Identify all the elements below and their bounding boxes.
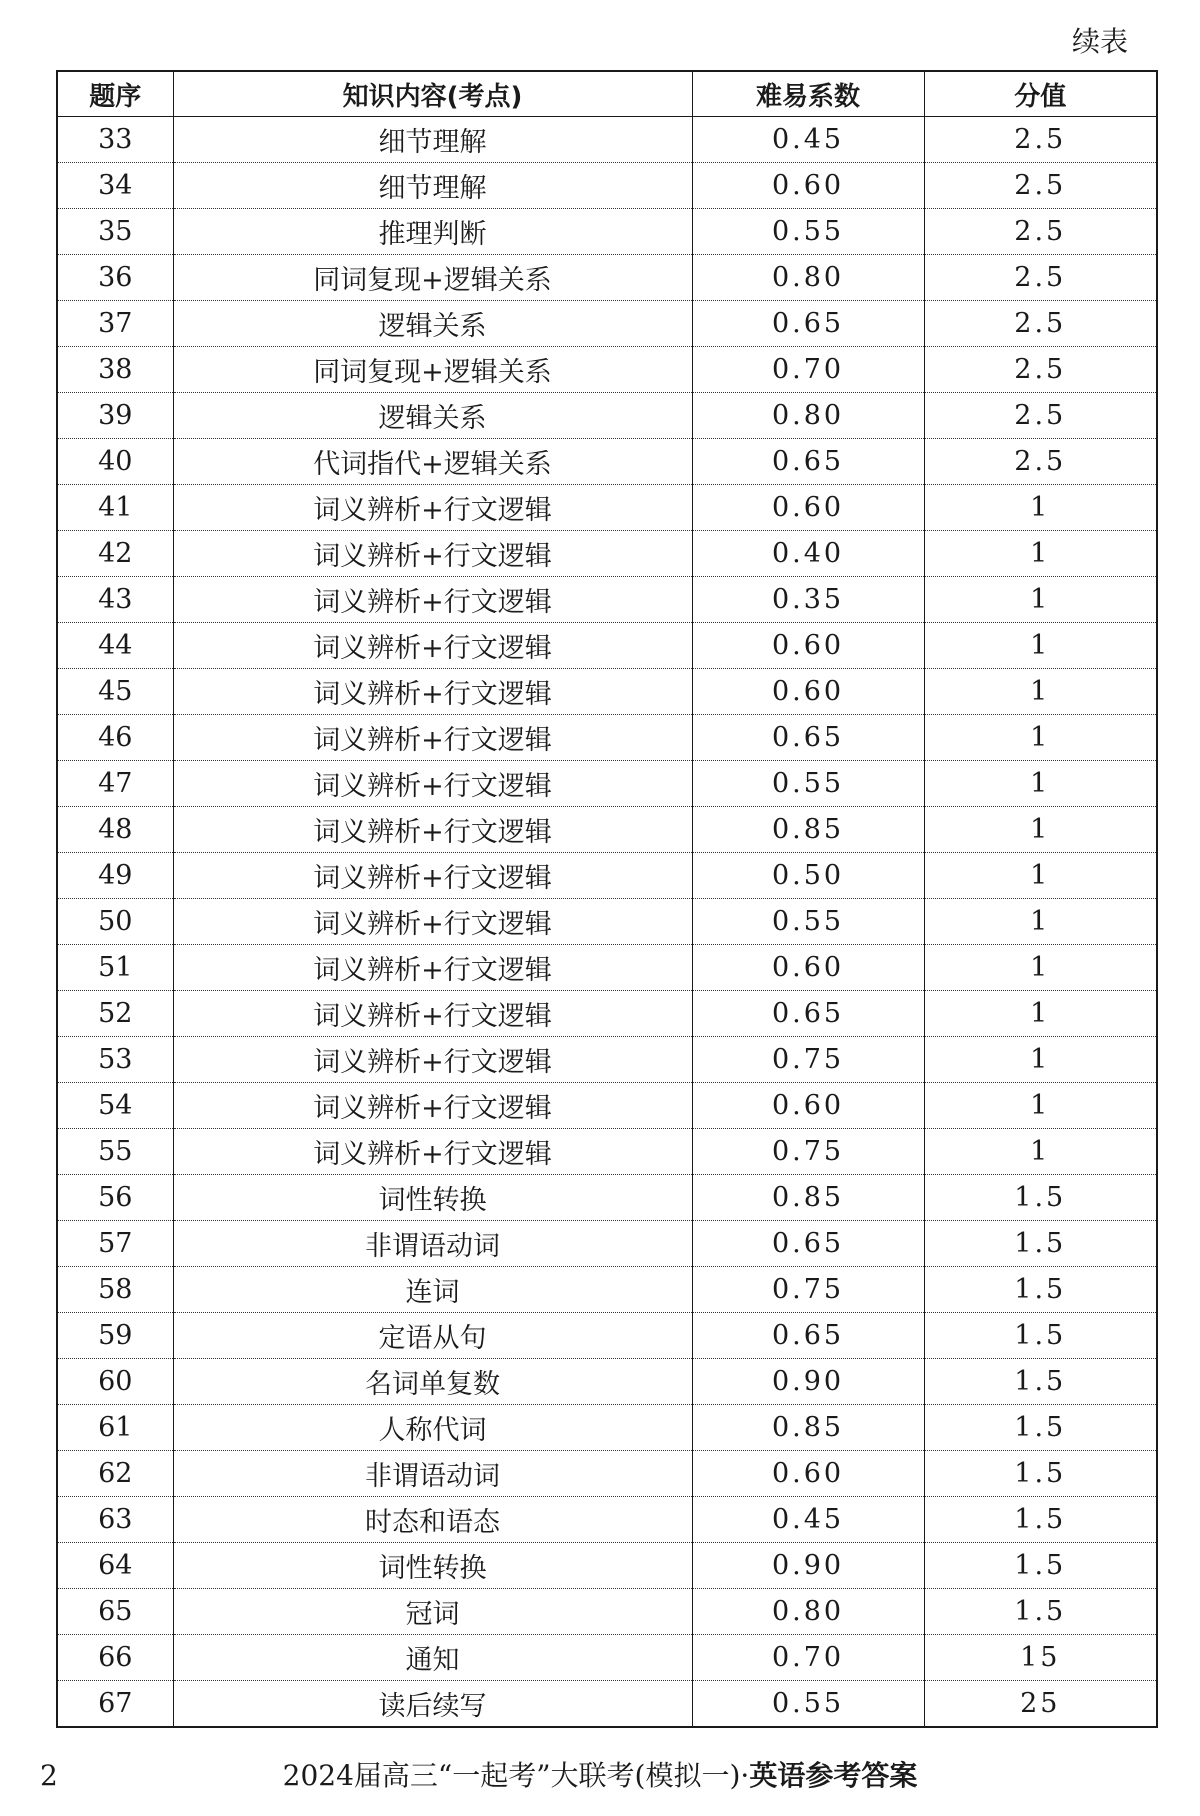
cell-score: 1: [924, 623, 1157, 669]
cell-difficulty: 0.65: [692, 715, 924, 761]
cell-knowledge-content: 词义辨析+行文逻辑: [173, 761, 692, 807]
cell-difficulty: 0.90: [692, 1543, 924, 1589]
table-row: [57, 623, 1157, 669]
table-row: [57, 393, 1157, 439]
cell-question-number: 50: [57, 899, 173, 945]
cell-question-number: 45: [57, 669, 173, 715]
cell-question-number: 54: [57, 1083, 173, 1129]
cell-score: 1.5: [924, 1221, 1157, 1267]
cell-score: 1: [924, 669, 1157, 715]
cell-difficulty: 0.55: [692, 899, 924, 945]
cell-score: 2.5: [924, 163, 1157, 209]
cell-difficulty: 0.90: [692, 1359, 924, 1405]
cell-question-number: 60: [57, 1359, 173, 1405]
cell-question-number: 53: [57, 1037, 173, 1083]
cell-question-number: 64: [57, 1543, 173, 1589]
cell-difficulty: 0.65: [692, 439, 924, 485]
cell-knowledge-content: 代词指代+逻辑关系: [173, 439, 692, 485]
cell-difficulty: 0.65: [692, 1313, 924, 1359]
cell-difficulty: 0.60: [692, 163, 924, 209]
cell-knowledge-content: 词义辨析+行文逻辑: [173, 1083, 692, 1129]
cell-question-number: 49: [57, 853, 173, 899]
cell-question-number: 33: [57, 117, 173, 163]
footer-title-subject: 英语参考答案: [749, 1759, 918, 1792]
cell-question-number: 52: [57, 991, 173, 1037]
table-row: [57, 1681, 1157, 1728]
table-row: [57, 807, 1157, 853]
table-row: [57, 1543, 1157, 1589]
cell-difficulty: 0.85: [692, 1405, 924, 1451]
cell-score: 2.5: [924, 209, 1157, 255]
cell-knowledge-content: 词义辨析+行文逻辑: [173, 715, 692, 761]
cell-question-number: 41: [57, 485, 173, 531]
cell-knowledge-content: 词义辨析+行文逻辑: [173, 807, 692, 853]
cell-score: 1: [924, 899, 1157, 945]
cell-question-number: 36: [57, 255, 173, 301]
table-row: [57, 439, 1157, 485]
cell-knowledge-content: 词义辨析+行文逻辑: [173, 899, 692, 945]
cell-question-number: 66: [57, 1635, 173, 1681]
cell-knowledge-content: 词义辨析+行文逻辑: [173, 945, 692, 991]
cell-difficulty: 0.60: [692, 623, 924, 669]
cell-question-number: 61: [57, 1405, 173, 1451]
cell-score: 1: [924, 807, 1157, 853]
cell-question-number: 43: [57, 577, 173, 623]
cell-question-number: 39: [57, 393, 173, 439]
continued-label: 续表: [1071, 25, 1128, 58]
table-row: [57, 853, 1157, 899]
table-row: [57, 531, 1157, 577]
cell-knowledge-content: 冠词: [173, 1589, 692, 1635]
table-row: [57, 1083, 1157, 1129]
cell-score: 1: [924, 715, 1157, 761]
cell-difficulty: 0.65: [692, 1221, 924, 1267]
cell-difficulty: 0.80: [692, 393, 924, 439]
cell-question-number: 42: [57, 531, 173, 577]
table-row: [57, 1267, 1157, 1313]
cell-score: 2.5: [924, 117, 1157, 163]
cell-knowledge-content: 同词复现+逻辑关系: [173, 255, 692, 301]
table-row: [57, 255, 1157, 301]
cell-difficulty: 0.80: [692, 255, 924, 301]
header-knowledge-content: 知识内容(考点): [173, 71, 692, 117]
cell-knowledge-content: 非谓语动词: [173, 1221, 692, 1267]
cell-score: 1: [924, 577, 1157, 623]
table-row: [57, 1129, 1157, 1175]
cell-difficulty: 0.55: [692, 1681, 924, 1728]
table-row: [57, 1497, 1157, 1543]
cell-question-number: 59: [57, 1313, 173, 1359]
table-row: [57, 577, 1157, 623]
cell-question-number: 35: [57, 209, 173, 255]
cell-question-number: 48: [57, 807, 173, 853]
cell-knowledge-content: 词性转换: [173, 1175, 692, 1221]
cell-knowledge-content: 词义辨析+行文逻辑: [173, 1037, 692, 1083]
cell-question-number: 67: [57, 1681, 173, 1728]
cell-knowledge-content: 细节理解: [173, 117, 692, 163]
cell-difficulty: 0.75: [692, 1037, 924, 1083]
score-table: [56, 70, 1158, 1728]
cell-difficulty: 0.55: [692, 761, 924, 807]
cell-difficulty: 0.65: [692, 301, 924, 347]
cell-difficulty: 0.65: [692, 991, 924, 1037]
table-row: [57, 669, 1157, 715]
cell-question-number: 62: [57, 1451, 173, 1497]
cell-difficulty: 0.80: [692, 1589, 924, 1635]
table-row: [57, 1451, 1157, 1497]
cell-difficulty: 0.60: [692, 1451, 924, 1497]
cell-difficulty: 0.55: [692, 209, 924, 255]
cell-knowledge-content: 词义辨析+行文逻辑: [173, 531, 692, 577]
cell-difficulty: 0.60: [692, 485, 924, 531]
cell-score: 1.5: [924, 1359, 1157, 1405]
cell-score: 1: [924, 761, 1157, 807]
cell-knowledge-content: 推理判断: [173, 209, 692, 255]
table-body: [57, 117, 1157, 1728]
cell-difficulty: 0.85: [692, 807, 924, 853]
cell-knowledge-content: 词义辨析+行文逻辑: [173, 853, 692, 899]
header-question-number: 题序: [57, 71, 173, 117]
cell-difficulty: 0.60: [692, 669, 924, 715]
table-row: [57, 1313, 1157, 1359]
cell-knowledge-content: 词义辨析+行文逻辑: [173, 991, 692, 1037]
cell-score: 1: [924, 945, 1157, 991]
table-row: [57, 301, 1157, 347]
cell-knowledge-content: 读后续写: [173, 1681, 692, 1728]
page-number: 2: [40, 1759, 58, 1792]
cell-difficulty: 0.85: [692, 1175, 924, 1221]
cell-question-number: 40: [57, 439, 173, 485]
cell-score: 1.5: [924, 1589, 1157, 1635]
cell-knowledge-content: 非谓语动词: [173, 1451, 692, 1497]
cell-difficulty: 0.60: [692, 1083, 924, 1129]
table-row: [57, 485, 1157, 531]
cell-score: 1.5: [924, 1175, 1157, 1221]
footer-title: [0, 1758, 1200, 1794]
cell-difficulty: 0.35: [692, 577, 924, 623]
cell-score: 1.5: [924, 1267, 1157, 1313]
cell-knowledge-content: 词性转换: [173, 1543, 692, 1589]
cell-knowledge-content: 通知: [173, 1635, 692, 1681]
cell-difficulty: 0.70: [692, 347, 924, 393]
cell-score: 15: [924, 1635, 1157, 1681]
table-row: [57, 715, 1157, 761]
table-row: [57, 1175, 1157, 1221]
cell-score: 2.5: [924, 347, 1157, 393]
cell-difficulty: 0.75: [692, 1267, 924, 1313]
table-row: [57, 945, 1157, 991]
footer-title-main: 2024届高三“一起考”大联考(模拟一)·: [282, 1759, 750, 1792]
table-row: [57, 899, 1157, 945]
cell-score: 2.5: [924, 255, 1157, 301]
cell-knowledge-content: 连词: [173, 1267, 692, 1313]
cell-score: 1: [924, 1083, 1157, 1129]
table-row: [57, 1359, 1157, 1405]
cell-question-number: 34: [57, 163, 173, 209]
cell-score: 1: [924, 853, 1157, 899]
cell-knowledge-content: 逻辑关系: [173, 393, 692, 439]
table-header-row: [57, 71, 1157, 117]
cell-question-number: 65: [57, 1589, 173, 1635]
cell-knowledge-content: 词义辨析+行文逻辑: [173, 623, 692, 669]
cell-question-number: 38: [57, 347, 173, 393]
cell-question-number: 46: [57, 715, 173, 761]
cell-question-number: 55: [57, 1129, 173, 1175]
cell-score: 1.5: [924, 1451, 1157, 1497]
cell-knowledge-content: 词义辨析+行文逻辑: [173, 485, 692, 531]
cell-question-number: 44: [57, 623, 173, 669]
cell-knowledge-content: 逻辑关系: [173, 301, 692, 347]
table-row: [57, 1221, 1157, 1267]
table-row: [57, 163, 1157, 209]
cell-score: 2.5: [924, 439, 1157, 485]
table-row: [57, 117, 1157, 163]
cell-score: 1: [924, 1037, 1157, 1083]
cell-score: 2.5: [924, 393, 1157, 439]
cell-difficulty: 0.70: [692, 1635, 924, 1681]
cell-score: 1: [924, 991, 1157, 1037]
cell-difficulty: 0.45: [692, 1497, 924, 1543]
table-row: [57, 991, 1157, 1037]
cell-knowledge-content: 时态和语态: [173, 1497, 692, 1543]
cell-question-number: 56: [57, 1175, 173, 1221]
cell-score: 1.5: [924, 1405, 1157, 1451]
cell-question-number: 51: [57, 945, 173, 991]
cell-knowledge-content: 细节理解: [173, 163, 692, 209]
table-row: [57, 1405, 1157, 1451]
cell-knowledge-content: 词义辨析+行文逻辑: [173, 1129, 692, 1175]
cell-knowledge-content: 同词复现+逻辑关系: [173, 347, 692, 393]
header-difficulty: 难易系数: [692, 71, 924, 117]
table-row: [57, 1037, 1157, 1083]
table-row: [57, 761, 1157, 807]
cell-score: 2.5: [924, 301, 1157, 347]
cell-score: 1.5: [924, 1497, 1157, 1543]
cell-score: 25: [924, 1681, 1157, 1728]
header-score: 分值: [924, 71, 1157, 117]
table-row: [57, 1635, 1157, 1681]
cell-question-number: 37: [57, 301, 173, 347]
cell-question-number: 58: [57, 1267, 173, 1313]
table-row: [57, 1589, 1157, 1635]
cell-difficulty: 0.40: [692, 531, 924, 577]
cell-score: 1: [924, 1129, 1157, 1175]
cell-score: 1: [924, 531, 1157, 577]
cell-knowledge-content: 词义辨析+行文逻辑: [173, 577, 692, 623]
cell-question-number: 63: [57, 1497, 173, 1543]
cell-difficulty: 0.60: [692, 945, 924, 991]
cell-score: 1.5: [924, 1313, 1157, 1359]
cell-score: 1.5: [924, 1543, 1157, 1589]
table-row: [57, 347, 1157, 393]
cell-question-number: 57: [57, 1221, 173, 1267]
cell-difficulty: 0.45: [692, 117, 924, 163]
cell-difficulty: 0.50: [692, 853, 924, 899]
cell-knowledge-content: 名词单复数: [173, 1359, 692, 1405]
cell-difficulty: 0.75: [692, 1129, 924, 1175]
cell-knowledge-content: 词义辨析+行文逻辑: [173, 669, 692, 715]
cell-knowledge-content: 定语从句: [173, 1313, 692, 1359]
cell-knowledge-content: 人称代词: [173, 1405, 692, 1451]
table-row: [57, 209, 1157, 255]
cell-question-number: 47: [57, 761, 173, 807]
cell-score: 1: [924, 485, 1157, 531]
